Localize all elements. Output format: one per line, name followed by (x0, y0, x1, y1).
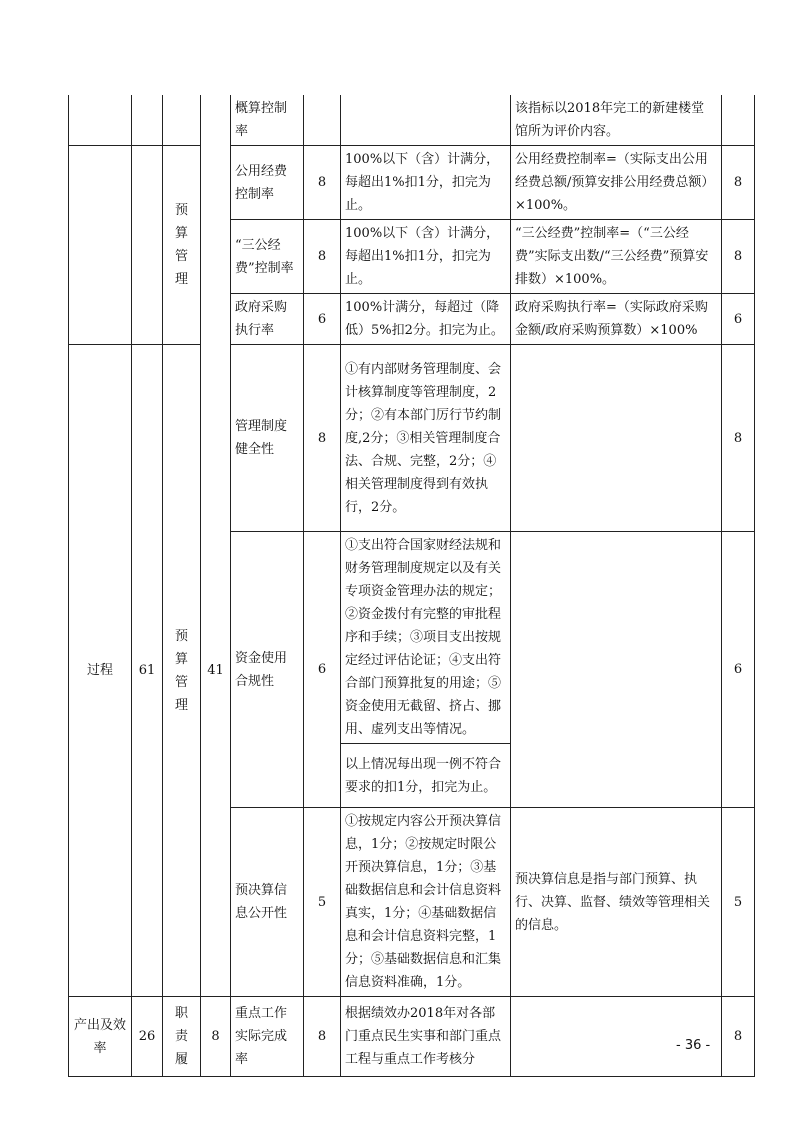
level1-score-cell-empty (132, 95, 163, 146)
level1-cell-process: 过程 (69, 345, 132, 997)
level1-score-cell-output: 26 (132, 997, 163, 1077)
indicator-cell: “三公经费”控制率 (231, 220, 304, 294)
page-number: - 36 - (676, 1038, 711, 1053)
indicator-cell: 管理制度健全性 (231, 345, 304, 532)
score-cell: 5 (304, 808, 341, 997)
indicator-cell: 资金使用合规性 (231, 532, 304, 808)
level1-cell-output: 产出及效率 (69, 997, 132, 1077)
level2-score-cell-upper (201, 95, 231, 345)
table-row (69, 146, 755, 220)
description-cell (511, 997, 722, 1077)
score-cell: 8 (304, 345, 341, 532)
standard-cell (341, 95, 511, 146)
right-score-cell: 6 (722, 294, 755, 345)
description-cell (511, 345, 722, 532)
description-cell: 公用经费控制率=（实际支出公用经费总额/预算安排公用经费总额）×100%。 (511, 146, 722, 220)
right-score-cell: 8 (722, 997, 755, 1077)
standard-cell: ①支出符合国家财经法规和财务管理制度规定以及有关专项资金管理办法的规定；②资金拨付有完整的审批程序和手续；③项目支出按规定经过评估论证；④支出符合部门预算批复的用途；⑤资金使用无截留、挤占、挪用、虚列支出等情况。 (341, 532, 511, 744)
indicator-cell: 政府采购执行率 (231, 294, 304, 345)
table-row (69, 997, 755, 1077)
right-score-cell: 5 (722, 808, 755, 997)
level2-cell-duty: 职责履 (163, 997, 201, 1077)
standard-extra-cell: 以上情况每出现一例不符合要求的扣1分，扣完为止。 (341, 744, 511, 808)
right-score-cell: 8 (722, 146, 755, 220)
standard-cell: 100%计满分，每超过（降低）5%扣2分。扣完为止。 (341, 294, 511, 345)
table-row (69, 345, 755, 532)
evaluation-table (68, 95, 755, 1077)
score-cell: 6 (304, 294, 341, 345)
indicator-cell: 预决算信息公开性 (231, 808, 304, 997)
score-cell: 8 (304, 146, 341, 220)
level2-score-cell-process: 41 (201, 345, 231, 997)
level1-score-cell-process: 61 (132, 345, 163, 997)
indicator-cell: 公用经费控制率 (231, 146, 304, 220)
level2-score-cell-output: 8 (201, 997, 231, 1077)
score-cell: 8 (304, 220, 341, 294)
score-cell: 6 (304, 532, 341, 808)
description-cell: 预决算信息是指与部门预算、执行、决算、监督、绩效等管理相关的信息。 (511, 808, 722, 997)
level1-cell-empty (69, 146, 132, 345)
level1-cell-empty (69, 95, 132, 146)
standard-cell: 根据绩效办2018年对各部门重点民生实事和部门重点工程与重点工作考核分 (341, 997, 511, 1077)
standard-cell: 100%以下（含）计满分，每超出1%扣1分，扣完为止。 (341, 146, 511, 220)
table-row (69, 95, 755, 146)
standard-cell: ①按规定内容公开预决算信息，1分；②按规定时限公开预决算信息，1分；③基础数据信息和会计信息资料真实，1分；④基础数据信息和会计信息资料完整，1分；⑤基础数据信息和汇集信息资料准确，1分。 (341, 808, 511, 997)
level2-cell-empty (163, 95, 201, 146)
description-cell: 政府采购执行率=（实际政府采购金额/政府采购预算数）×100% (511, 294, 722, 345)
level2-cell-budget-management: 预算管理 (163, 146, 201, 345)
description-cell: 该指标以2018年完工的新建楼堂馆所为评价内容。 (511, 95, 722, 146)
right-score-cell: 6 (722, 532, 755, 808)
score-cell: 8 (304, 997, 341, 1077)
level2-cell-budget-management: 预算管理 (163, 345, 201, 997)
description-cell (511, 532, 722, 808)
standard-cell: 100%以下（含）计满分，每超出1%扣1分，扣完为止。 (341, 220, 511, 294)
description-cell: “三公经费”控制率=（“三公经费”实际支出数/“三公经费”预算安排数）×100%。 (511, 220, 722, 294)
score-cell (304, 95, 341, 146)
level1-score-cell-empty (132, 146, 163, 345)
right-score-cell (722, 95, 755, 146)
standard-cell: ①有内部财务管理制度、会计核算制度等管理制度，2分；②有本部门厉行节约制度,2分；③相关管理制度合法、合规、完整，2分；④相关管理制度得到有效执行，2分。 (341, 345, 511, 532)
indicator-cell: 重点工作实际完成率 (231, 997, 304, 1077)
right-score-cell: 8 (722, 345, 755, 532)
right-score-cell: 8 (722, 220, 755, 294)
indicator-cell: 概算控制率 (231, 95, 304, 146)
